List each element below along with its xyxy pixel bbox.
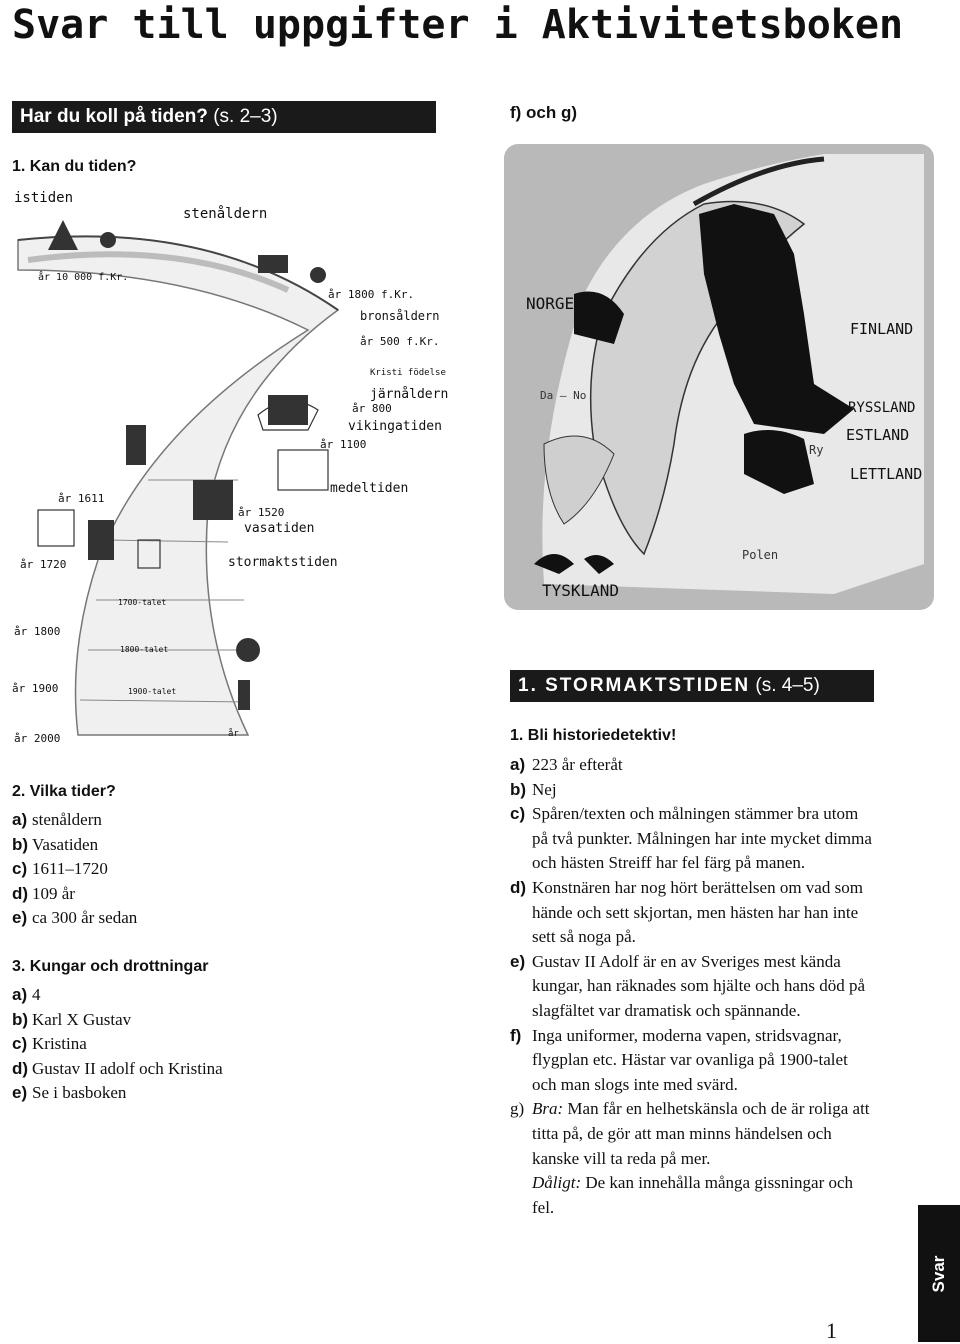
text: De kan innehålla många gissningar och fel. xyxy=(532,1173,854,1217)
tl-label: stormaktstiden xyxy=(228,555,338,570)
section-banner-tiden xyxy=(12,101,436,133)
text: 109 år xyxy=(32,883,75,903)
text: a) xyxy=(510,755,526,774)
q-bli-heading: 1. Bli historiedetektiv! xyxy=(510,727,677,744)
tl-label: år xyxy=(228,729,239,739)
text: Se i basboken xyxy=(32,1083,127,1102)
tl-label: år 2000 xyxy=(14,732,61,745)
map-label: NORGE xyxy=(526,294,575,313)
scandinavia-map xyxy=(504,144,934,610)
text: e) xyxy=(12,908,28,927)
text: e) xyxy=(510,951,526,971)
text: d) xyxy=(12,1058,29,1078)
list-item xyxy=(510,802,875,876)
text: Dåligt: xyxy=(532,1173,582,1193)
text: c) xyxy=(12,1034,28,1053)
tl-label: stenåldern xyxy=(183,206,268,222)
tl-label: år 1100 xyxy=(320,438,367,451)
tl-label: järnåldern xyxy=(370,387,449,402)
section-banner-stormaktstiden xyxy=(510,670,874,702)
text: 4 xyxy=(32,985,41,1004)
tl-label: 1800-talet xyxy=(120,645,169,654)
list-item xyxy=(510,753,875,778)
list-item xyxy=(510,876,875,950)
map-label: FINLAND xyxy=(850,320,914,338)
tl-label: bronsåldern xyxy=(360,309,440,323)
list-item xyxy=(12,833,137,858)
text: g) xyxy=(510,1099,525,1119)
map-label: LETTLAND xyxy=(850,465,923,483)
text: Man får en helhetskänsla och de är roliga att titta på, de gör att man minns händelsen och kanske vill ta reda på mer. xyxy=(532,1099,870,1168)
text: Vasatiden xyxy=(32,834,99,854)
text: b) xyxy=(12,1009,29,1029)
fg-heading: f) och g) xyxy=(510,103,578,122)
list-item xyxy=(510,1097,875,1220)
tl-label: år 1611 xyxy=(58,492,105,505)
text: Bra: xyxy=(532,1099,564,1119)
text: a) xyxy=(12,810,28,829)
text: b) xyxy=(510,779,527,799)
list-item xyxy=(12,1057,223,1082)
tl-label: år 1900 xyxy=(12,682,59,695)
text: c) xyxy=(510,804,526,824)
q2-answers xyxy=(12,808,137,931)
timeline-illustration xyxy=(8,180,488,750)
tl-label: vasatiden xyxy=(244,521,315,536)
section-title: 1. STORMAKTSTIDEN xyxy=(518,675,751,696)
text: Inga uniformer, moderna vapen, stridsvagnar, flygplan etc. Hästar var ovanliga på 1900-talet och man slogs inte med svärd. xyxy=(532,1025,848,1094)
tl-label: år 1800 xyxy=(14,625,61,638)
text: Spåren/texten och målningen stämmer bra utom på två punkter. Målningen har inte mycket dimma och hästen Streiff har fel färg på manen. xyxy=(532,804,872,873)
page-title: Svar till uppgifter i Aktivitetsboken xyxy=(12,2,904,48)
map-label: Ry xyxy=(809,443,824,457)
map-label: RYSSLAND xyxy=(848,400,916,416)
list-item xyxy=(510,1024,875,1098)
section-title: Har du koll på tiden? xyxy=(20,106,208,127)
tl-label: år 800 xyxy=(352,402,392,415)
text: stenåldern xyxy=(32,810,102,829)
list-item xyxy=(12,1008,223,1033)
text: 223 år efteråt xyxy=(532,755,623,774)
list-item xyxy=(510,778,875,803)
list-item xyxy=(12,1081,223,1106)
q-bli-answers xyxy=(510,753,875,1220)
section-ref: (s. 4–5) xyxy=(755,675,820,696)
q1-heading: 1. Kan du tiden? xyxy=(12,158,137,175)
text: d) xyxy=(12,883,29,903)
map-label: TYSKLAND xyxy=(542,581,620,600)
tl-label: 1700-talet xyxy=(118,598,167,607)
tl-label: istiden xyxy=(14,190,74,206)
list-item xyxy=(12,983,223,1008)
text: Gustav II Adolf är en av Sveriges mest kända kungar, han räknades som hjälte och hans död på slagfältet var dramatisk och spännande. xyxy=(532,951,866,1020)
list-item xyxy=(12,808,137,833)
q3-answers xyxy=(12,983,223,1106)
text: a) xyxy=(12,985,28,1004)
list-item xyxy=(12,857,137,882)
text: b) xyxy=(12,834,29,854)
text: Kristina xyxy=(32,1034,87,1053)
text: ca 300 år sedan xyxy=(32,908,138,927)
text: c) xyxy=(12,859,28,878)
text: Gustav II adolf och Kristina xyxy=(32,1058,223,1078)
map-label: Polen xyxy=(742,548,779,562)
tl-label: år 500 f.Kr. xyxy=(360,335,440,348)
text: d) xyxy=(510,877,527,897)
tl-label: år 1520 xyxy=(238,506,285,519)
list-item xyxy=(510,950,875,1024)
text: 1611–1720 xyxy=(32,859,108,878)
tl-label: Kristi födelse xyxy=(370,368,446,378)
tl-label: år 1800 f.Kr. xyxy=(328,288,415,301)
text: Konstnären har nog hört berättelsen om vad som hände och sett skjortan, men hästen har han inte sett så noga på. xyxy=(532,877,863,947)
text: e) xyxy=(12,1083,28,1102)
side-tab xyxy=(918,1205,960,1342)
q3-heading: 3. Kungar och drottningar xyxy=(12,958,209,975)
page-number: 1 xyxy=(826,1318,837,1343)
side-tab-label: Svar xyxy=(929,1255,948,1292)
list-item xyxy=(12,1032,223,1057)
list-item xyxy=(12,906,137,931)
tl-label: år 10 000 f.Kr. xyxy=(38,272,129,283)
list-item xyxy=(12,882,137,907)
map-label: Da – No xyxy=(540,389,587,402)
text: Nej xyxy=(532,779,557,799)
tl-label: vikingatiden xyxy=(348,419,442,434)
tl-label: år 1720 xyxy=(20,558,67,571)
q2-heading: 2. Vilka tider? xyxy=(12,783,116,800)
tl-label: medeltiden xyxy=(330,481,409,496)
map-label: ESTLAND xyxy=(846,426,910,444)
text: Karl X Gustav xyxy=(32,1009,132,1029)
tl-label: 1900-talet xyxy=(128,687,177,696)
section-ref: (s. 2–3) xyxy=(213,106,278,127)
text: f) xyxy=(510,1025,522,1045)
